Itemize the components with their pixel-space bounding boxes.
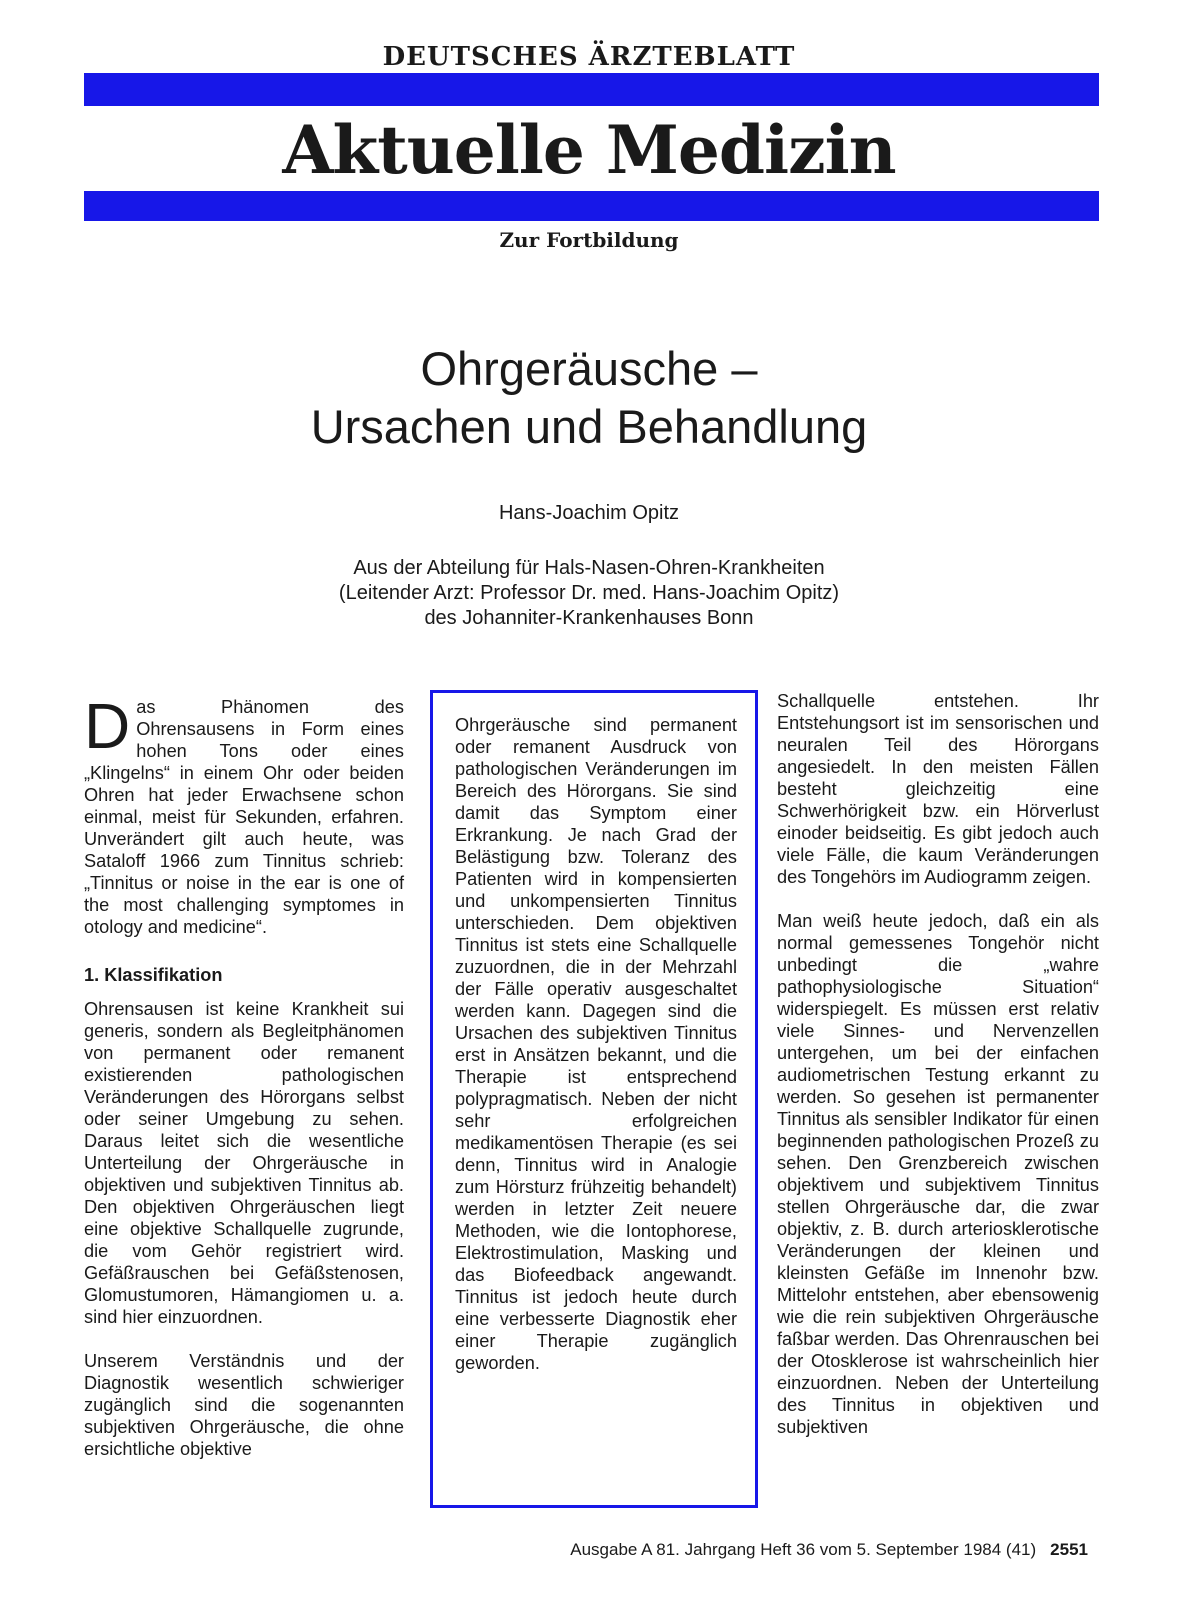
article-title-line1: Ohrgeräusche – [420,342,758,395]
article-author: Hans-Joachim Opitz [498,502,680,524]
affiliation-line1: Aus der Abteilung für Hals-Nasen-Ohren-Krankheiten [353,557,825,579]
article-affiliation [0,556,1178,631]
intro-paragraph [84,690,404,938]
affiliation-line2: (Leitender Arzt: Professor Dr. med. Hans-Joachim Opitz) [338,582,840,604]
page-footer [0,1540,1088,1560]
affiliation-line3: des Johanniter-Krankenhauses Bonn [424,607,754,629]
body-paragraph: Ohrensausen ist keine Krankheit sui generis, sondern als Begleitphänomen von permanent oder remanent existierenden pathologischen Veränderungen des Hörorgans selbst oder seiner Umgebung zu sehen. Daraus leitet sich die wesentliche Unterteilung der Ohrgeräusche in objektiven und subjektiven Tinnitus ab. Den objektiven Ohrgeräuschen liegt eine objektive Schallquelle zugrunde, die vom Gehör registriert wird. Gefäßrauschen bei Gefäßstenosen, Glomustumoren, Hämangiomen u. a. sind hier einzuordnen. [84,999,404,1327]
article-title [0,340,1178,456]
journal-name: DEUTSCHES ÄRZTEBLATT [382,42,796,72]
summary-box-text: Ohrgeräusche sind permanent oder remanent Ausdruck von pathologischen Veränderungen im Bereich des Hörorgans. Sie sind damit das Symptom einer Erkrankung. Je nach Grad der Belästigung bzw. Toleranz des Patienten wird in kompensierten und unkompensierten Tinnitus unterschieden. Dem objektiven Tinnitus ist stets eine Schallquelle zuzuordnen, die in der Mehrzahl der Fälle operativ ausgeschaltet werden kann. Dagegen sind die Ursachen des subjektiven Tinnitus erst in Ansätzen bekannt, und die Therapie ist entsprechend polypragmatisch. Neben der nicht sehr erfolgreichen medikamentösen Therapie (es sei denn, Tinnitus wird in Analogie zum Hörsturz frühzeitig behandelt) werden in letzter Zeit neuere Methoden, wie die Iontophorese, Elektrostimulation, Masking und das Biofeedback angewandt. Tinnitus ist jedoch heute durch eine verbesserte Diagnostik eher einer Therapie zugänglich geworden. [455,715,737,1373]
intro-text: as Phänomen des Ohrensausens in Form eines hohen Tons oder eines „Klingelns“ in einem Ohr oder beiden Ohren hat jeder Erwachsene schon einmal, meist für Sekunden, erfahren. Unverändert gilt auch heute, was Sataloff 1966 zum Tinnitus schrieb: „Tinnitus or noise in the ear is one of the most challenging symptomes in otology and medicine“. [84,697,404,937]
subsection-label: Zur Fortbildung [499,228,679,252]
page-number: 2551 [1050,1540,1088,1559]
body-paragraph: Unserem Verständnis und der Diagnostik wesentlich schwieriger zugänglich sind die sogenannten subjektiven Ohrgeräusche, die ohne ersichtliche objektive [84,1351,404,1459]
column-left [84,690,404,1460]
body-paragraph: Schallquelle entstehen. Ihr Entstehungsort ist im sensorischen und neuralen Teil des Hörorgans angesiedelt. In den meisten Fällen besteht gleichzeitig eine Schwerhörigkeit bzw. ein Hörverlust einoder beidseitig. Es gibt jedoch auch viele Fälle, die kaum Veränderungen des Tongehörs im Audiogramm zeigen. [777,691,1099,887]
column-right [777,690,1099,1438]
issue-info: Ausgabe A 81. Jahrgang Heft 36 vom 5. September 1984 (41) [570,1540,1037,1559]
section-heading-klassifikation: 1. Klassifikation [84,965,223,985]
section-title: Aktuelle Medizin [282,111,896,189]
body-paragraph: Man weiß heute jedoch, daß ein als normal gemessenes Tongehör nicht unbedingt die „wahre pathophysiologische Situation“ widerspiegelt. Es müssen erst relativ viele Sinnes- und Nervenzellen untergehen, um bei der einfachen audiometrischen Testung erkannt zu werden. So gesehen ist permanenter Tinnitus als sensibler Indikator für einen beginnenden pathologischen Prozeß zu sehen. Den Grenzbereich zwischen objektivem und subjektivem Tinnitus stellen Ohrgeräusche dar, die zwar objektiv, z. B. durch arteriosklerotische Veränderungen der kleinen und kleinsten Gefäße im Innenohr bzw. Mittelohr entstehen, aber ebensowenig wie die rein subjektiven Ohrgeräusche faßbar werden. Das Ohrenrauschen bei der Otosklerose ist wahrscheinlich hier einzuordnen. Neben der Unterteilung des Tinnitus in objektiven und subjektiven [777,911,1099,1437]
article-title-line2: Ursachen und Behandlung [310,400,868,453]
masthead-bar-top [84,73,1099,106]
drop-cap: D [84,690,131,762]
masthead-bar-bottom [84,191,1099,221]
